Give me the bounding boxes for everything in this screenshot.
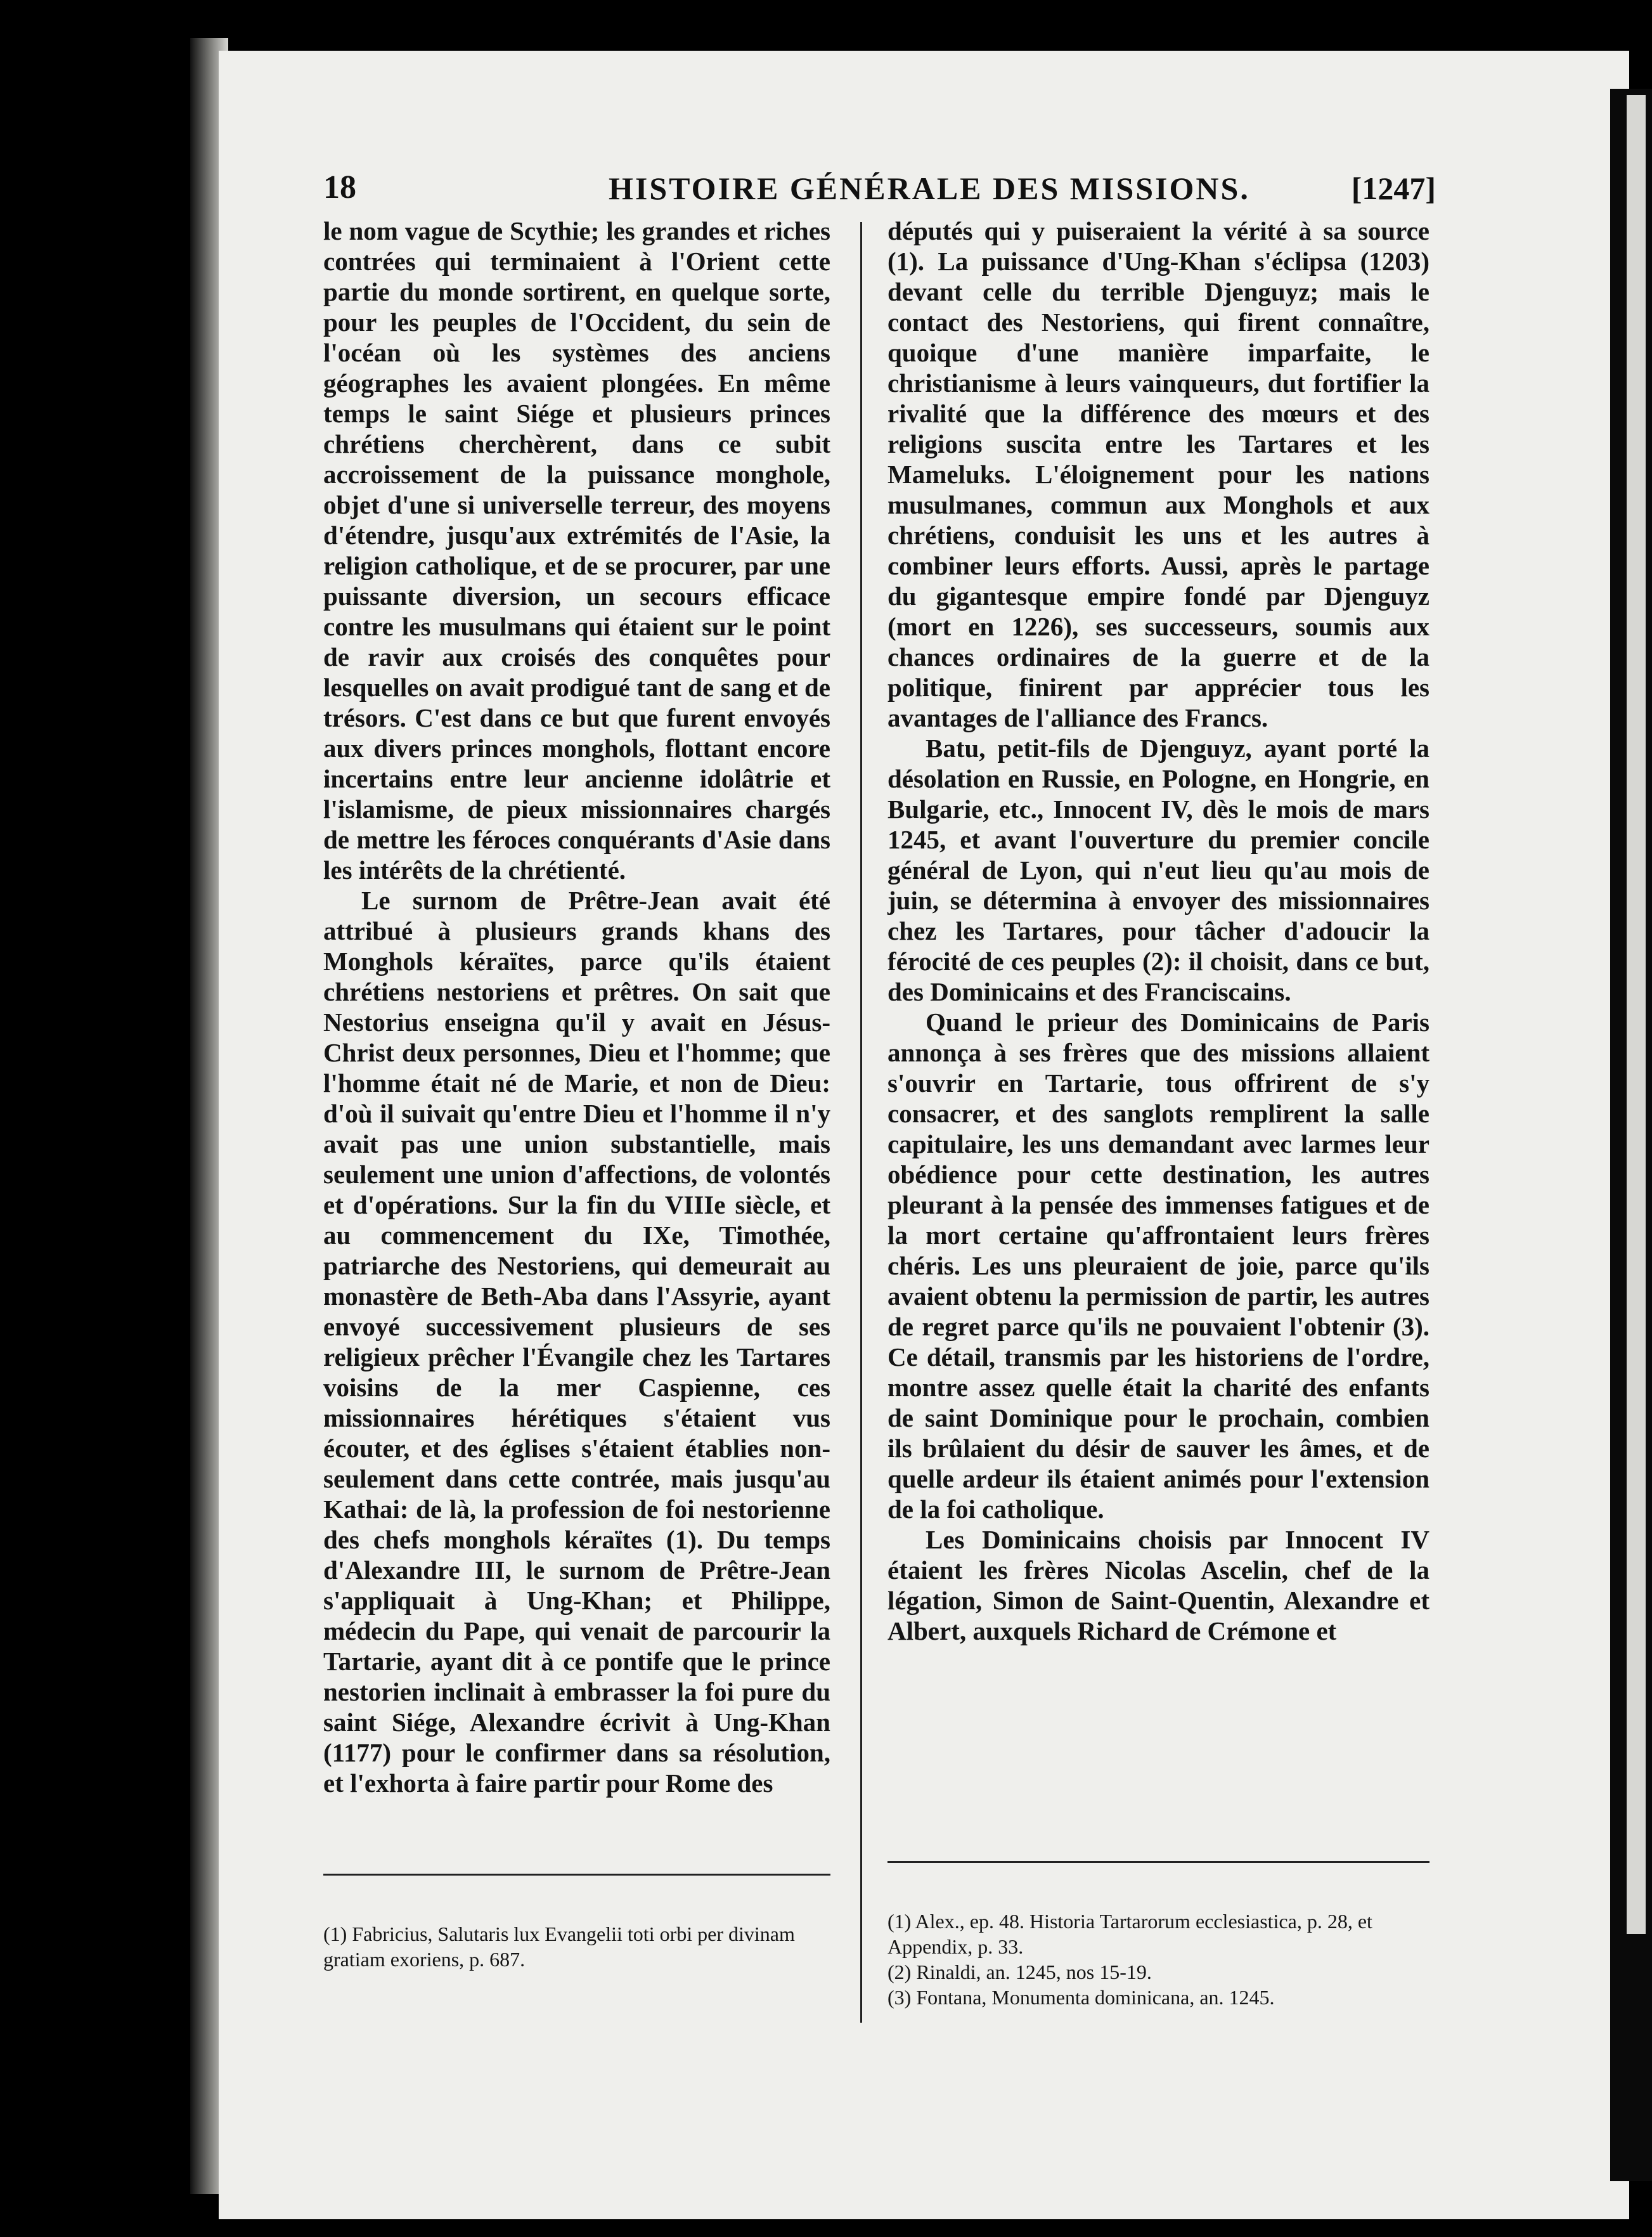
paragraph: Quand le prieur des Dominicains de Paris annonça à ses frères que des missions allaient s'ouvrir en Tartarie, tous offrirent de s'y consacrer, et des sanglots remplirent la salle capitulaire, les uns demandant avec larmes leur obédience pour cette destination, les autres pleurant à la pensée des immenses fatigues et de la mort certaine qu'affrontaient leurs frères chéris. Les uns pleuraient de joie, parce qu'ils avaient obtenu la permission de partir, les autres de regret parce qu'ils ne pouvaient l'obtenir (3). Ce détail, transmis par les historiens de l'ordre, montre assez quelle était la charité des enfants de saint Dominique pour le prochain, combien ils brûlaient du désir de sauver les âmes, et de quelle ardeur ils étaient animés pour l'extension de la foi catholique. <box>887 1008 1429 1524</box>
running-header <box>323 169 1436 213</box>
paragraph: Batu, petit-fils de Djenguyz, ayant porté la désolation en Russie, en Pologne, en Hongrie, en Bulgarie, etc., Innocent IV, dès le mois de mars 1245, et avant l'ouverture du premier concile général de Lyon, qui n'eut lieu qu'au mois de juin, se détermina à envoyer des missionnaires chez les Tartares, pour tâcher d'adoucir la férocité de ces peuples (2): il choisit, dans ce but, des Dominicains et des Franciscains. <box>887 734 1429 1006</box>
footnote-rule-right <box>887 1861 1429 1863</box>
running-title: HISTOIRE GÉNÉRALE DES MISSIONS. <box>609 171 1250 206</box>
right-column <box>887 216 1429 1645</box>
paragraph: Les Dominicains choisis par Innocent IV étaient les frères Nicolas Ascelin, chef de la légation, Simon de Saint-Quentin, Alexandre et Albert, auxquels Richard de Crémone et <box>887 1525 1429 1645</box>
footnote: (3) Fontana, Monumenta dominicana, an. 1245. <box>887 1986 1275 2009</box>
footnotes-left <box>323 1921 830 1972</box>
page-number: 18 <box>323 169 356 205</box>
footnote: (1) Fabricius, Salutaris lux Evangelii toti orbi per divinam gratiam exoriens, p. 687. <box>323 1923 795 1971</box>
left-column <box>323 216 830 1798</box>
footnotes-right <box>887 1909 1429 2010</box>
footnote: (2) Rinaldi, an. 1245, nos 15-19. <box>887 1961 1152 1983</box>
footnote-rule-left <box>323 1874 830 1876</box>
paragraph: députés qui y puiseraient la vérité à sa source (1). La puissance d'Ung-Khan s'éclipsa (1203) devant celle du terrible Djenguyz; mais le contact des Nestoriens, qui firent connaître, quoique d'une manière imparfaite, le christianisme à leurs vainqueurs, dut fortifier la rivalité que la différence des mœurs et des religions suscita entre les Tartares et les Mameluks. L'éloignement pour les nations musulmanes, commun aux Monghols et aux chrétiens, conduisit les uns et les autres à combiner leurs efforts. Aussi, après le partage du gigantesque empire fondé par Djenguyz (mort en 1226), ses successeurs, soumis aux chances ordinaires de la guerre et de la politique, finirent par apprécier tous les avantages de l'alliance des Francs. <box>887 216 1429 732</box>
paragraph: Le surnom de Prêtre-Jean avait été attribué à plusieurs grands khans des Monghols kéraïtes, parce qu'ils étaient chrétiens nestoriens et prêtres. On sait que Nestorius enseigna qu'il y avait en Jésus-Christ deux personnes, Dieu et l'homme; que l'homme était né de Marie, et non de Dieu: d'où il suivait qu'entre Dieu et l'homme il n'y avait pas une union substantielle, mais seulement une union d'affections, de volontés et d'opérations. Sur la fin du VIIIe siècle, et au commencement du IXe, Timothée, patriarche des Nestoriens, qui demeurait au monastère de Beth-Aba dans l'Assyrie, ayant envoyé successivement plusieurs de ses religieux prêcher l'Évangile chez les Tartares voisins de la mer Caspienne, ces missionnaires hérétiques s'étaient vus écouter, et des églises s'étaient établies non-seulement dans cette contrée, mais jusqu'au Kathai: de là, la profession de foi nestorienne des chefs monghols kéraïtes (1). Du temps d'Alexandre III, le surnom de Prêtre-Jean s'appliquait à Ung-Khan; et Philippe, médecin du Pape, qui venait de parcourir la Tartarie, ayant dit à ce pontife que le prince nestorien inclinait à embrasser la foi pure du saint Siége, Alexandre écrivit à Ung-Khan (1177) pour le confirmer dans sa résolution, et l'exhorta à faire partir pour Rome des <box>323 886 830 1798</box>
next-page-sliver <box>1627 95 1646 1934</box>
footnote: (1) Alex., ep. 48. Historia Tartarorum ecclesiastica, p. 28, et Appendix, p. 33. <box>887 1910 1372 1958</box>
column-divider <box>860 222 862 2023</box>
paragraph: le nom vague de Scythie; les grandes et riches contrées qui terminaient à l'Orient cette partie du monde sortirent, en quelque sorte, pour les peuples de l'Occident, du sein de l'océan où les systèmes des anciens géographes les avaient plongées. En même temps le saint Siége et plusieurs princes chrétiens cherchèrent, dans ce subit accroissement de la puissance monghole, objet d'une si universelle terreur, des moyens d'étendre, jusqu'aux extrémités de l'Asie, la religion catholique, et de se procurer, par une puissante diversion, un secours efficace contre les musulmans qui étaient sur le point de ravir aux croisés des conquêtes pour lesquelles on avait prodigué tant de sang et de trésors. C'est dans ce but que furent envoyés aux divers princes monghols, flottant encore incertains entre leur ancienne idolâtrie et l'islamisme, de pieux missionnaires chargés de mettre les féroces conquérants d'Asie dans les intérêts de la chrétienté. <box>323 216 830 885</box>
year-bracket: [1247] <box>1351 171 1436 206</box>
